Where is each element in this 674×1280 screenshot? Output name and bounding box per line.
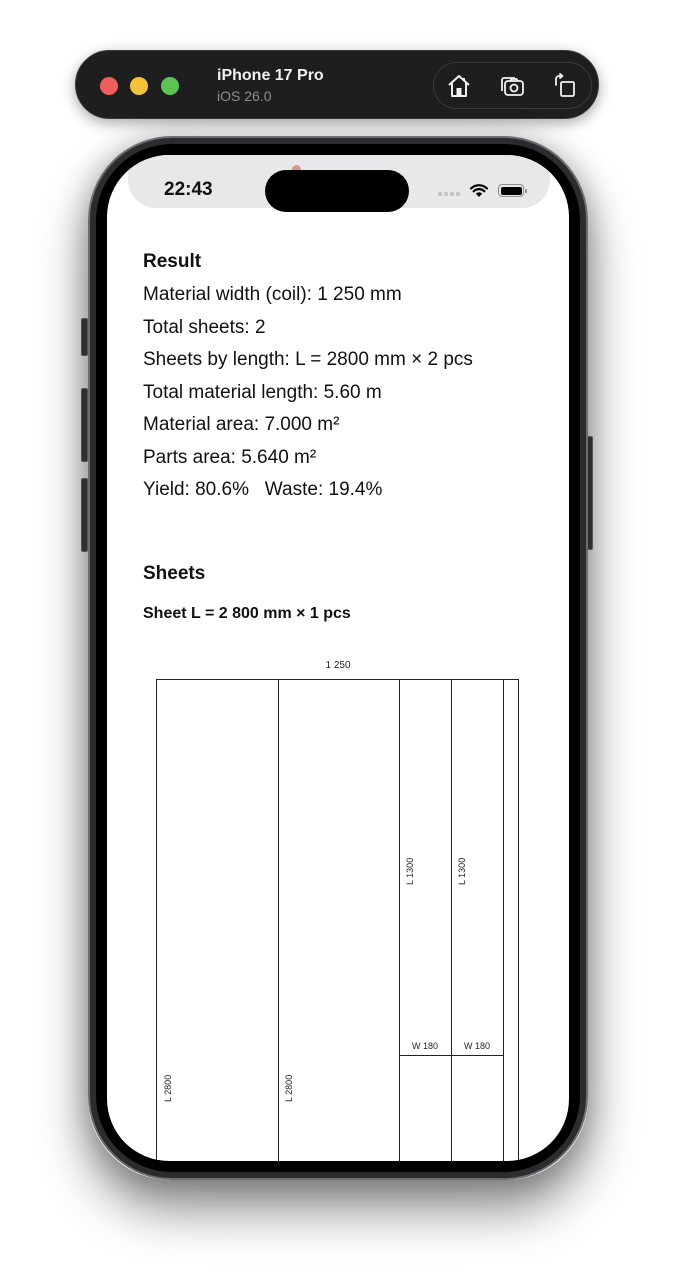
strip-length-label: L 2800 [284,1074,294,1102]
device-name: iPhone 17 Pro [217,67,324,84]
sheet-width-dimension: 1 250 [325,660,351,671]
battery-icon [498,184,524,197]
wifi-icon [469,182,489,198]
minimize-window-button[interactable] [130,77,148,95]
part-width-label: W 180 [411,1041,438,1051]
zoom-window-button[interactable] [161,77,179,95]
material-area-line: Material area: 7.000 m² [143,414,340,435]
strip-divider [278,680,279,1161]
home-icon [446,73,472,99]
close-window-button[interactable] [100,77,118,95]
cellular-signal-icon [438,192,460,196]
strip-divider [399,680,400,1161]
action-button[interactable] [81,318,88,356]
material-width-line: Material width (coil): 1 250 mm [143,284,402,305]
part-divider [399,1055,503,1056]
strip-length-label: L 1300 [405,857,415,885]
part-width-label: W 180 [463,1041,490,1051]
simulator-toolbar [75,50,599,119]
sheets-heading: Sheets [143,563,206,584]
home-button[interactable] [445,72,473,100]
total-sheets-line: Total sheets: 2 [143,317,266,338]
dynamic-island [265,170,409,212]
simulator-actions [433,62,592,109]
rotate-button[interactable] [550,72,578,100]
status-time: 22:43 [164,179,213,200]
parts-area-line: Parts area: 5.640 m² [143,447,317,468]
camera-icon [499,73,525,99]
sheet-outline [156,679,519,1161]
strip-length-label: L 1300 [457,857,467,885]
strip-divider [451,680,452,1161]
cutting-layout-diagram [156,660,520,1161]
phone-screen [107,155,569,1161]
sheets-by-length-line: Sheets by length: L = 2800 mm × 2 pcs [143,349,473,370]
yield-waste-line: Yield: 80.6% Waste: 19.4% [143,479,383,500]
result-heading: Result [143,251,202,272]
strip-length-label: L 2800 [163,1074,173,1102]
sheet-title: Sheet L = 2 800 mm × 1 pcs [143,605,351,622]
strip-divider [503,680,504,1161]
rotate-icon [551,73,577,99]
os-version: iOS 26.0 [217,88,272,104]
volume-down-button[interactable] [81,478,88,552]
screenshot-button[interactable] [498,72,526,100]
total-material-length-line: Total material length: 5.60 m [143,382,382,403]
volume-up-button[interactable] [81,388,88,462]
